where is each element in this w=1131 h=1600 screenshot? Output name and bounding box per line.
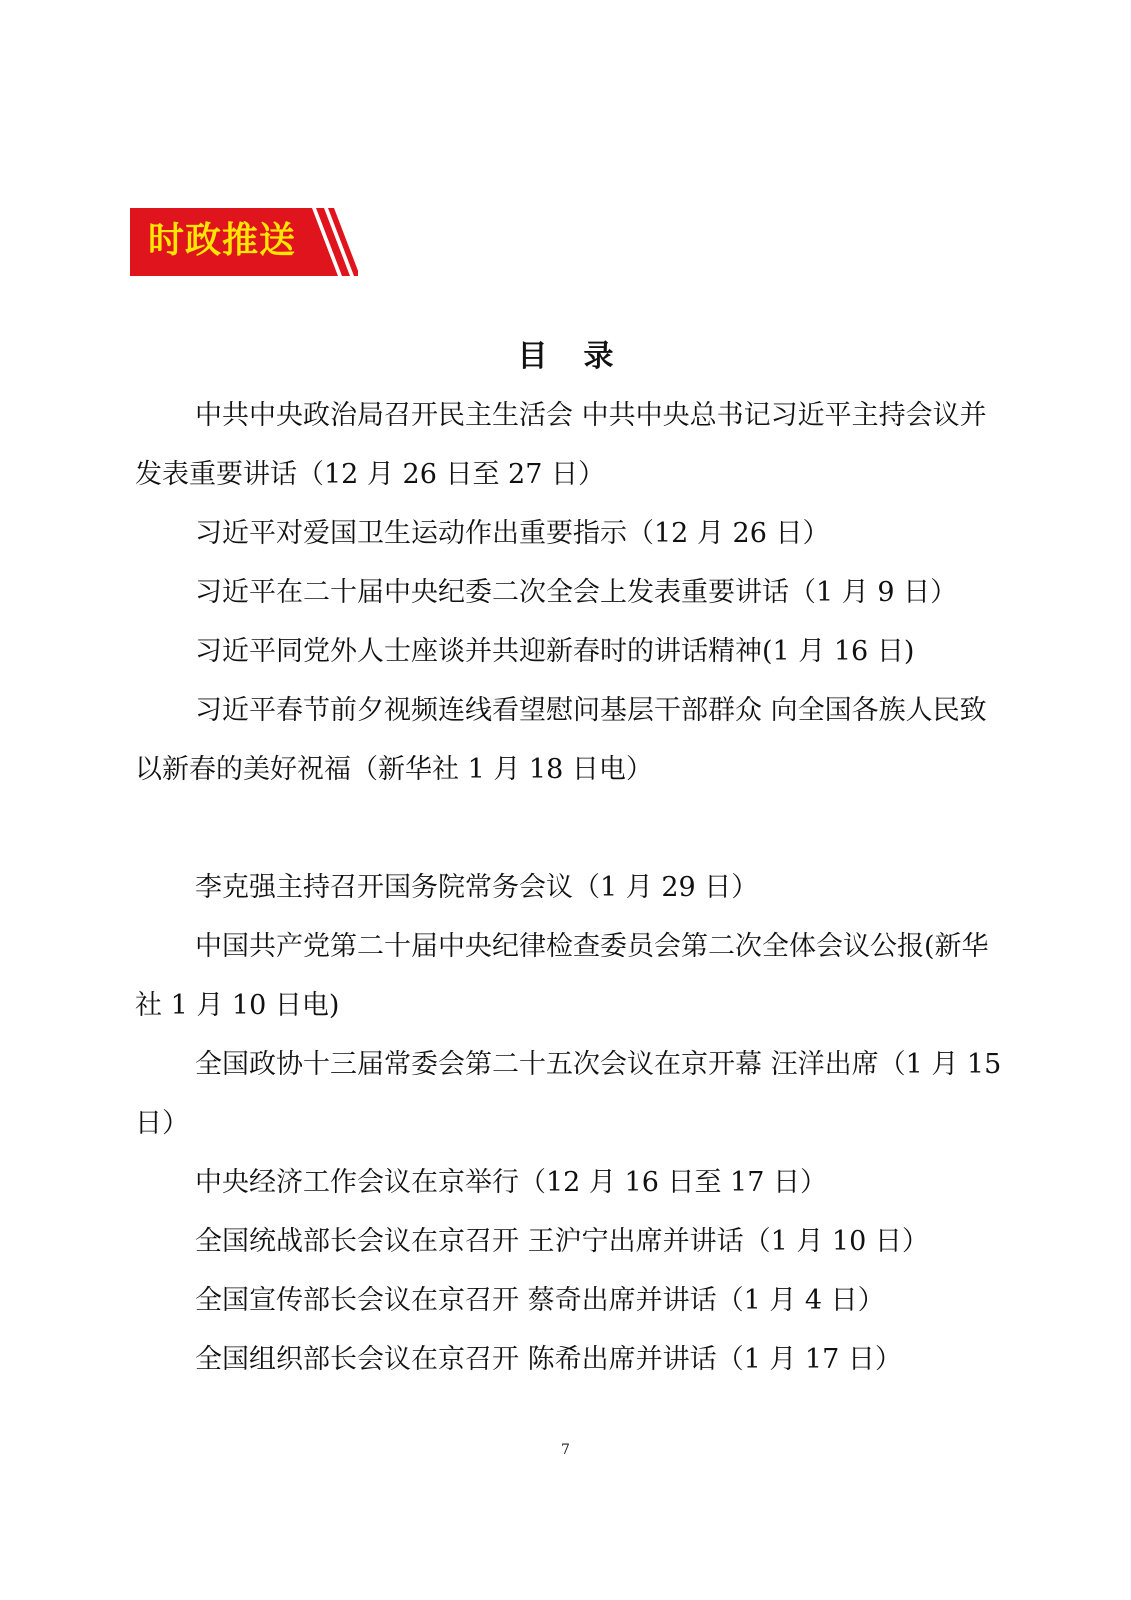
toc-item[interactable]: 中国共产党第二十届中央纪律检查委员会第二次全体会议公报(新华社 1 月 10 日电) xyxy=(135,931,989,1021)
toc-item[interactable]: 习近平在二十届中央纪委二次全会上发表重要讲话（1 月 9 日） xyxy=(195,577,958,608)
toc-item[interactable]: 全国宣传部长会议在京召开 蔡奇出席并讲话（1 月 4 日） xyxy=(195,1285,885,1316)
page-number: 7 xyxy=(561,1442,570,1458)
toc-item[interactable]: 习近平春节前夕视频连线看望慰问基层干部群众 向全国各族人民致以新春的美好祝福（新华社 1 月 18 日电） xyxy=(135,695,987,785)
toc-list xyxy=(135,386,1005,1389)
section-banner xyxy=(130,208,358,276)
toc-item[interactable]: 全国组织部长会议在京召开 陈希出席并讲话（1 月 17 日） xyxy=(195,1344,902,1375)
toc-item[interactable]: 全国政协十三届常委会第二十五次会议在京开幕 汪洋出席（1 月 15 日） xyxy=(135,1049,1002,1139)
toc-item[interactable]: 全国统战部长会议在京召开 王沪宁出席并讲话（1 月 10 日） xyxy=(195,1226,929,1257)
toc-item[interactable]: 中央经济工作会议在京举行（12 月 16 日至 17 日） xyxy=(195,1167,827,1198)
toc-item[interactable]: 中共中央政治局召开民主生活会 中共中央总书记习近平主持会议并发表重要讲话（12 月 26 日至 27 日） xyxy=(135,400,987,490)
toc-item[interactable]: 习近平同党外人士座谈并共迎新春时的讲话精神(1 月 16 日) xyxy=(195,636,915,667)
banner-label: 时政推送 xyxy=(148,220,297,261)
toc-title: 目录 xyxy=(517,339,650,374)
toc-item[interactable]: 李克强主持召开国务院常务会议（1 月 29 日） xyxy=(195,872,759,903)
toc-item[interactable]: 习近平对爱国卫生运动作出重要指示（12 月 26 日） xyxy=(195,518,830,549)
